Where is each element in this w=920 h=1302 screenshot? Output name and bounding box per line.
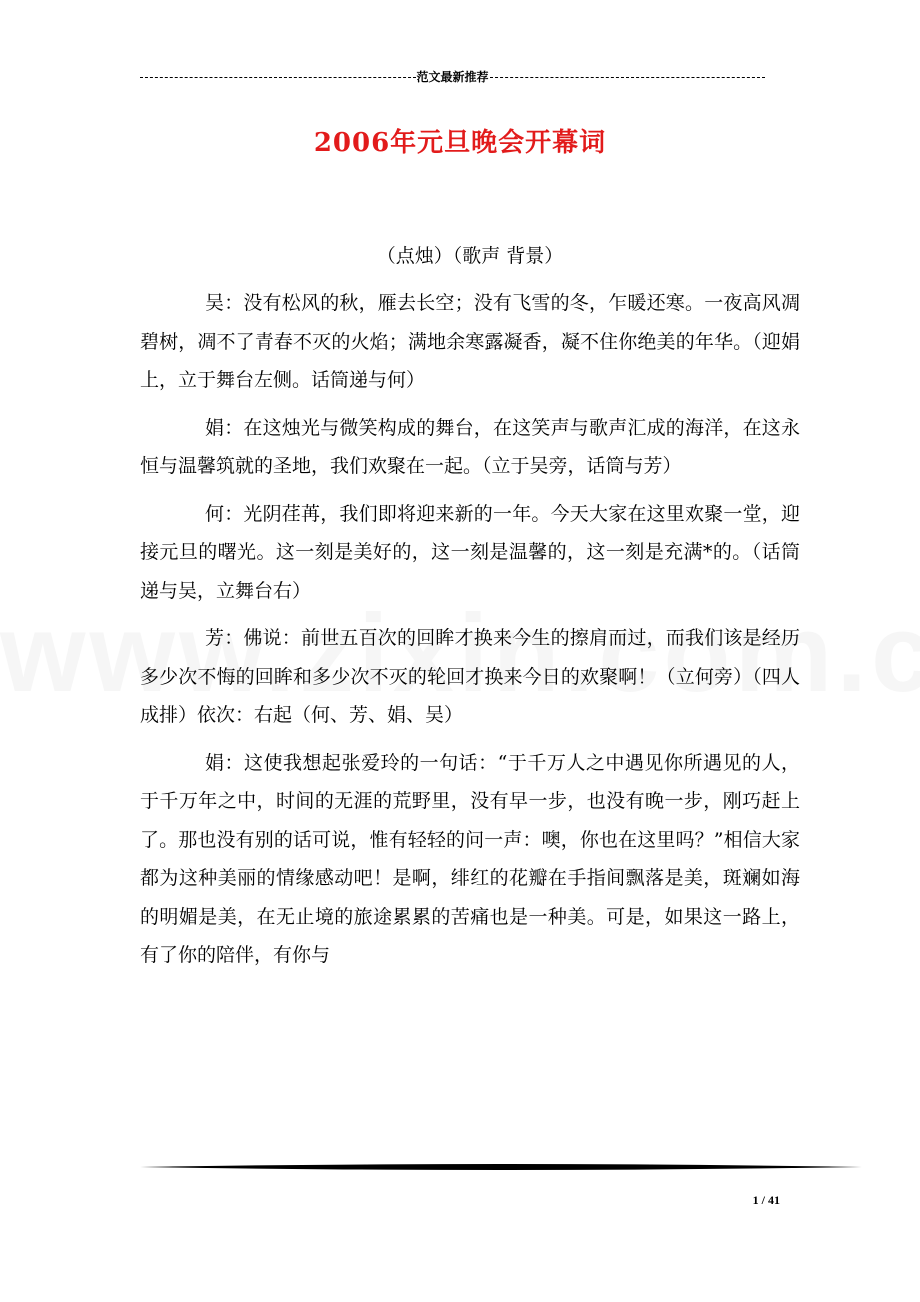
- paragraph: 吴：没有松风的秋，雁去长空；没有飞雪的冬，乍暖还寒。一夜高风凋碧树，凋不了青春不灭的火焰；满地余寒露凝香，凝不住你绝美的年华。（迎娟上，立于舞台左侧。话筒递与何）: [140, 292, 800, 391]
- paragraph: 娟：在这烛光与微笑构成的舞台，在这笑声与歌声汇成的海洋，在这永恒与温馨筑就的圣地，我们欢聚在一起。（立于吴旁，话筒与芳）: [140, 416, 800, 477]
- document-title: 2006年元旦晚会开幕词: [313, 128, 607, 158]
- footer-rule: [140, 1160, 862, 1174]
- paragraph: 芳：佛说：前世五百次的回眸才换来今生的擦肩而过，而我们该是经历多少次不悔的回眸和多少次不灭的轮回才换来今日的欢聚啊！（立何旁）（四人成排）依次：右起（何、芳、娟、吴）: [140, 627, 800, 726]
- page-number: 1 / 41: [752, 1193, 780, 1207]
- paragraph: 娟：这使我想起张爱玲的一句话：“于千万人之中遇见你所遇见的人，于千万年之中，时间的无涯的荒野里，没有早一步，也没有晚一步，刚巧赶上了。那也没有别的话可说，惟有轻轻的问一声：噢，你也在这里吗？”相信大家都为这种美丽的情缘感动吧！是啊，绯红的花瓣在手指间飘落是美，斑斓如海的明媚是美，在无止境的旅途累累的苦痛也是一种美。可是，如果这一路上，有了你的陪伴，有你与: [140, 751, 800, 966]
- document-body: [140, 237, 800, 984]
- header-dash-left: [140, 77, 416, 78]
- page-header: [140, 68, 765, 85]
- paragraph: 何：光阴荏苒，我们即将迎来新的一年。今天大家在这里欢聚一堂，迎接元旦的曙光。这一刻是美好的，这一刻是温馨的，这一刻是充满*的。（话筒递与吴，立舞台右）: [140, 502, 800, 602]
- stage-direction: （点烛）（歌声 背景）: [376, 245, 564, 267]
- header-text: 范文最新推荐: [416, 70, 489, 84]
- header-dash-right: [490, 77, 765, 78]
